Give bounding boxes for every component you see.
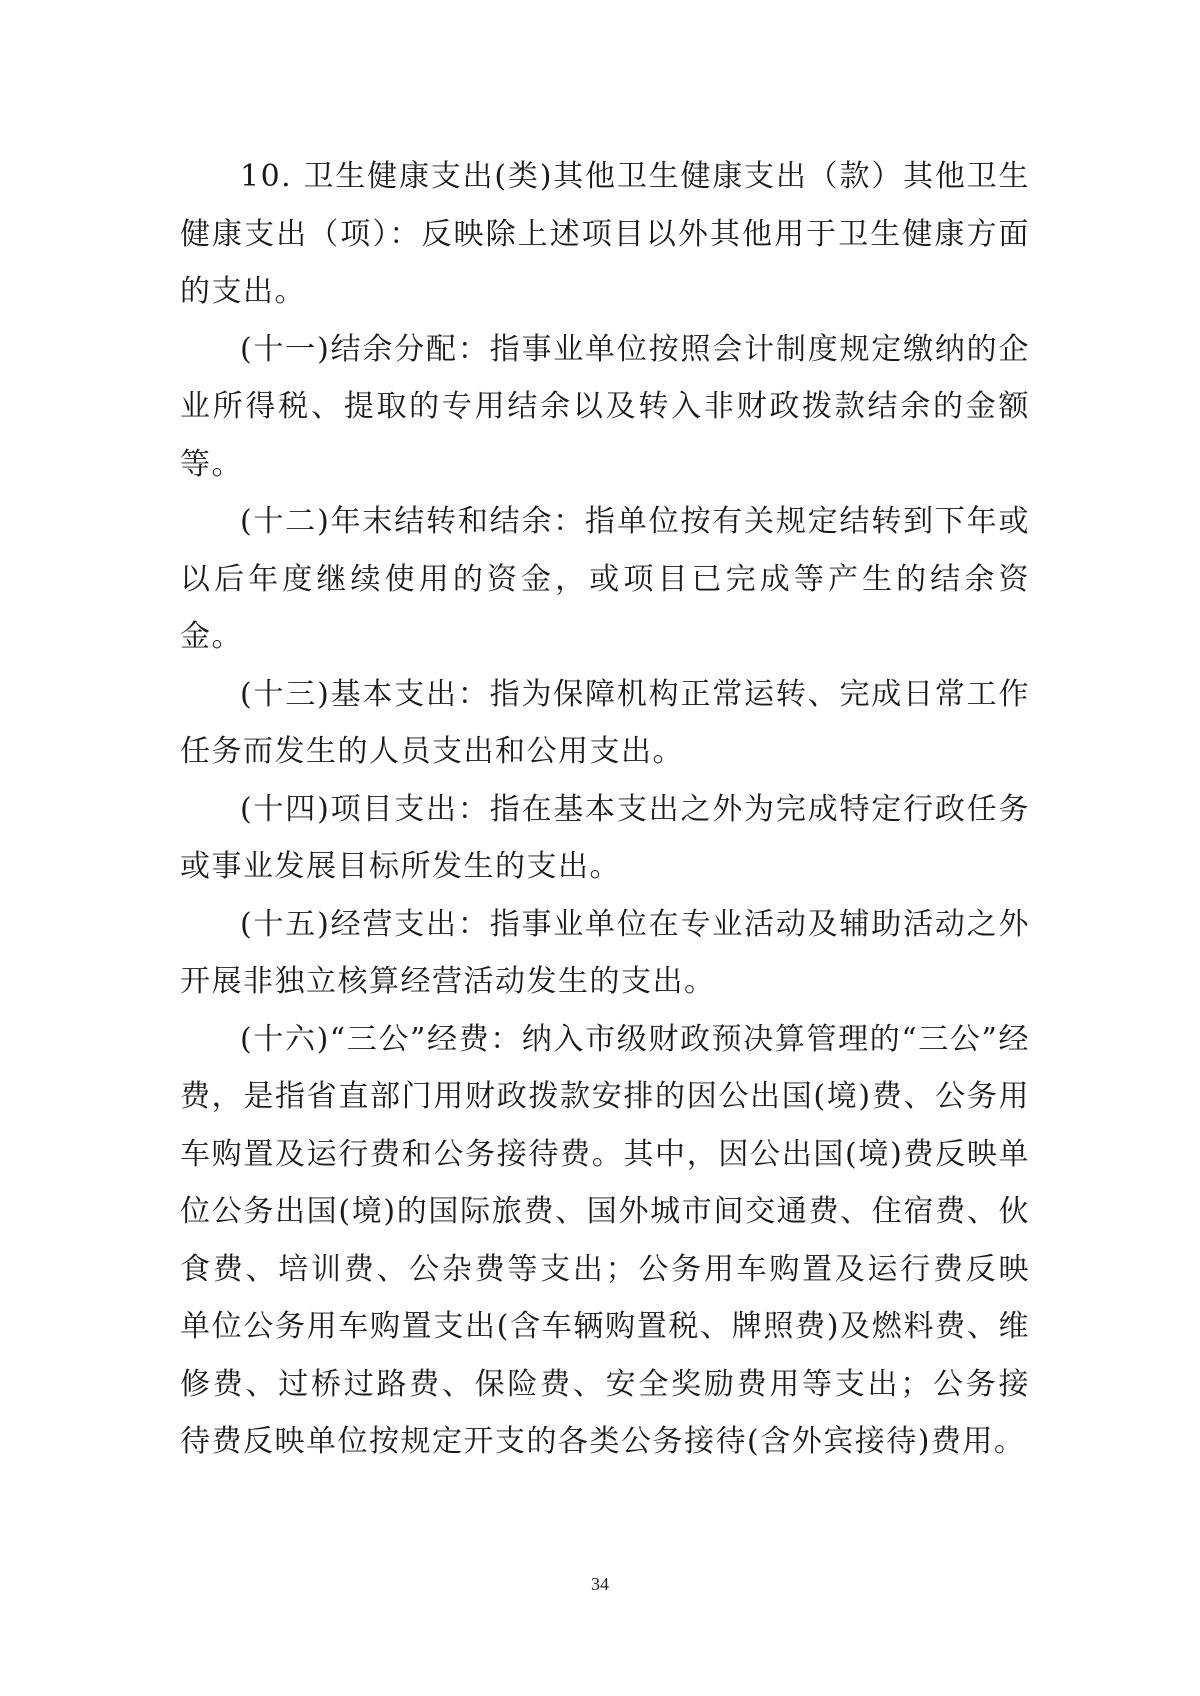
paragraph-health-expenditure: 10. 卫生健康支出(类)其他卫生健康支出（款）其他卫生健康支出（项）：反映除上述项目以外其他用于卫生健康方面的支出。 — [180, 159, 1030, 309]
page-number: 34 — [591, 1574, 609, 1594]
paragraph-year-end-carryover: (十二)年末结转和结余：指单位按有关规定结转到下年或以后年度继续使用的资金，或项目已完成等产生的结余资金。 — [180, 504, 1030, 654]
paragraph-operating-expenditure: (十五)经营支出：指事业单位在专业活动及辅助活动之外开展非独立核算经营活动发生的支出。 — [180, 906, 1030, 999]
paragraph-three-public-expenses: (十六)“三公”经费：纳入市级财政预决算管理的“三公”经费，是指省直部门用财政拨款安排的因公出国(境)费、公务用车购置及运行费和公务接待费。其中，因公出国(境)费反映单位公务出国(境)的国际旅费、国外城市间交通费、住宿费、伙食费、培训费、公杂费等支出；公务用车购置及运行费反映单位公务用车购置支出(含车辆购置税、牌照费)及燃料费、维修费、过桥过路费、保险费、安全奖励费用等支出；公务接待费反映单位按规定开支的各类公务接待(含外宾接待)费用。 — [180, 1021, 1030, 1459]
document-body — [180, 148, 1030, 1471]
paragraph-project-expenditure: (十四)项目支出：指在基本支出之外为完成特定行政任务或事业发展目标所发生的支出。 — [180, 791, 1030, 884]
paragraph-surplus-distribution: (十一)结余分配：指事业单位按照会计制度规定缴纳的企业所得税、提取的专用结余以及转入非财政拨款结余的金额等。 — [180, 331, 1030, 482]
paragraph-basic-expenditure: (十三)基本支出：指为保障机构正常运转、完成日常工作任务而发生的人员支出和公用支出。 — [180, 676, 1030, 769]
